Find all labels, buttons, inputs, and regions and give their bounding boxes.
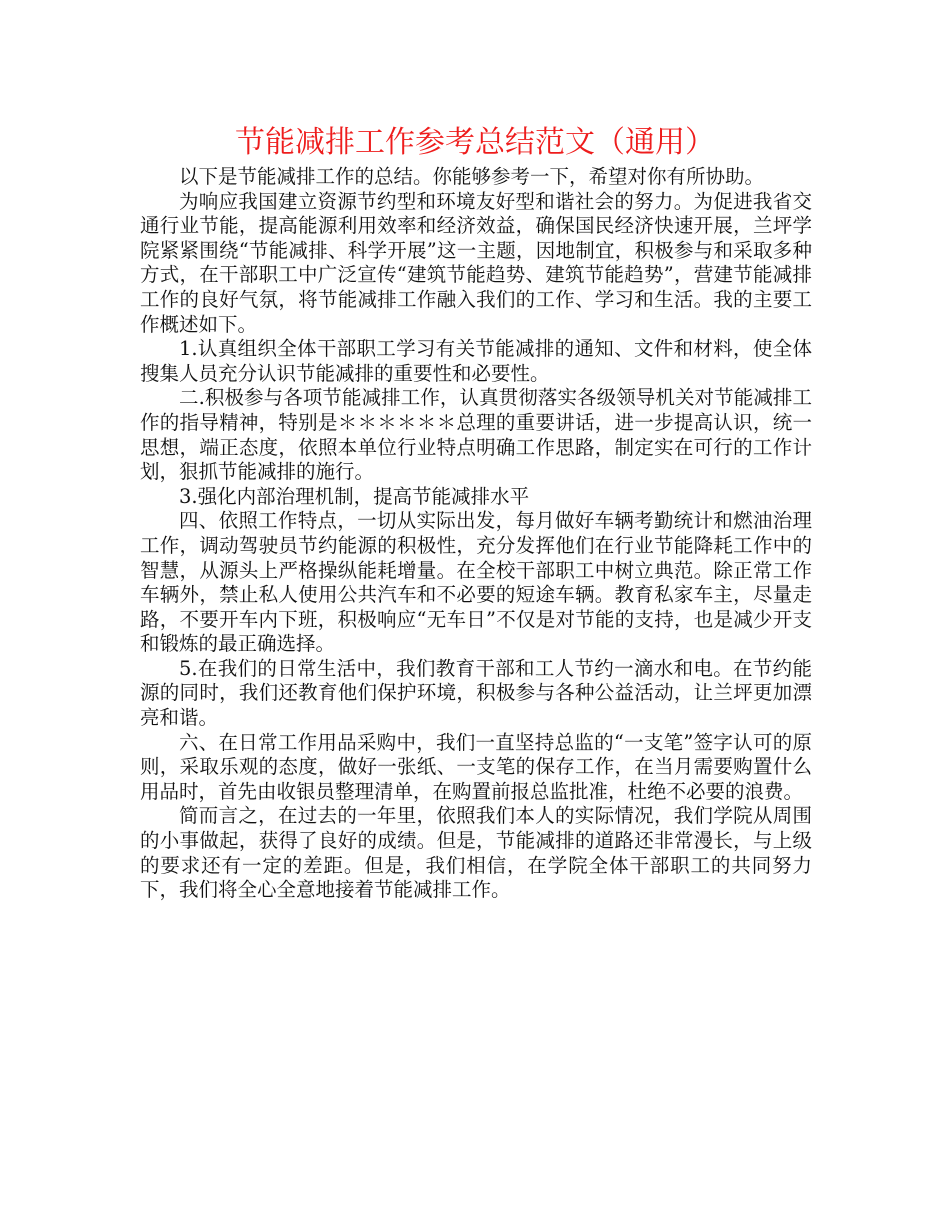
paragraph-item-2: 二.积极参与各项节能减排工作，认真贯彻落实各级领导机关对节能减排工作的指导精神，特别是＊＊＊＊＊＊总理的重要讲话，进一步提高认识，统一思想，端正态度，依照本单位行业特点明确工作思路，制定实在可行的工作计划，狠抓节能减排的施行。: [140, 386, 812, 484]
paragraph-item-5: 5.在我们的日常生活中，我们教育干部和工人节约一滴水和电。在节约能源的同时，我们还教育他们保护环境，积极参与各种公益活动，让兰坪更加漂亮和谐。: [140, 656, 812, 730]
paragraph-item-4: 四、依照工作特点，一切从实际出发，每月做好车辆考勤统计和燃油治理工作，调动驾驶员节约能源的积极性，充分发挥他们在行业节能降耗工作中的智慧，从源头上严格操纵能耗增量。在全校干部职工中树立典范。除正常工作车辆外，禁止私人使用公共汽车和不必要的短途车辆。教育私家车主，尽量走路，不要开车内下班，积极响应“无车日”不仅是对节能的支持，也是减少开支和锻炼的最正确选择。: [140, 509, 812, 656]
document-title: 节能减排工作参考总结范文（通用）: [235, 125, 715, 160]
paragraph-conclusion: 简而言之，在过去的一年里，依照我们本人的实际情况，我们学院从周围的小事做起，获得了良好的成绩。但是，节能减排的道路还非常漫长，与上级的要求还有一定的差距。但是，我们相信，在学院全体干部职工的共同努力下，我们将全心全意地接着节能减排工作。: [140, 804, 812, 902]
document-body: [140, 165, 812, 903]
paragraph-item-1: 1.认真组织全体干部职工学习有关节能减排的通知、文件和材料，使全体搜集人员充分认识节能减排的重要性和必要性。: [140, 337, 812, 385]
paragraph-intro: 以下是节能减排工作的总结。你能够参考一下，希望对你有所协助。: [179, 165, 765, 188]
paragraph-item-6: 六、在日常工作用品采购中，我们一直坚持总监的“一支笔”签字认可的原则，采取乐观的态度，做好一张纸、一支笔的保存工作，在当月需要购置什么用品时，首先由收银员整理清单，在购置前报总监批准，杜绝不必要的浪费。: [140, 730, 812, 803]
paragraph-item-3: 3.强化内部治理机制，提高节能减排水平: [179, 484, 530, 508]
paragraph-background: 为响应我国建立资源节约型和环境友好型和谐社会的努力。为促进我省交通行业节能，提高能源利用效率和经济效益，确保国民经济快速开展，兰坪学院紧紧围绕“节能减排、科学开展”这一主题，因地制宜，积极参与和采取多种方式，在干部职工中广泛宣传“建筑节能趋势、建筑节能趋势”，营建节能减排工作的良好气氛，将节能减排工作融入我们的工作、学习和生活。我的主要工作概述如下。: [140, 189, 812, 336]
